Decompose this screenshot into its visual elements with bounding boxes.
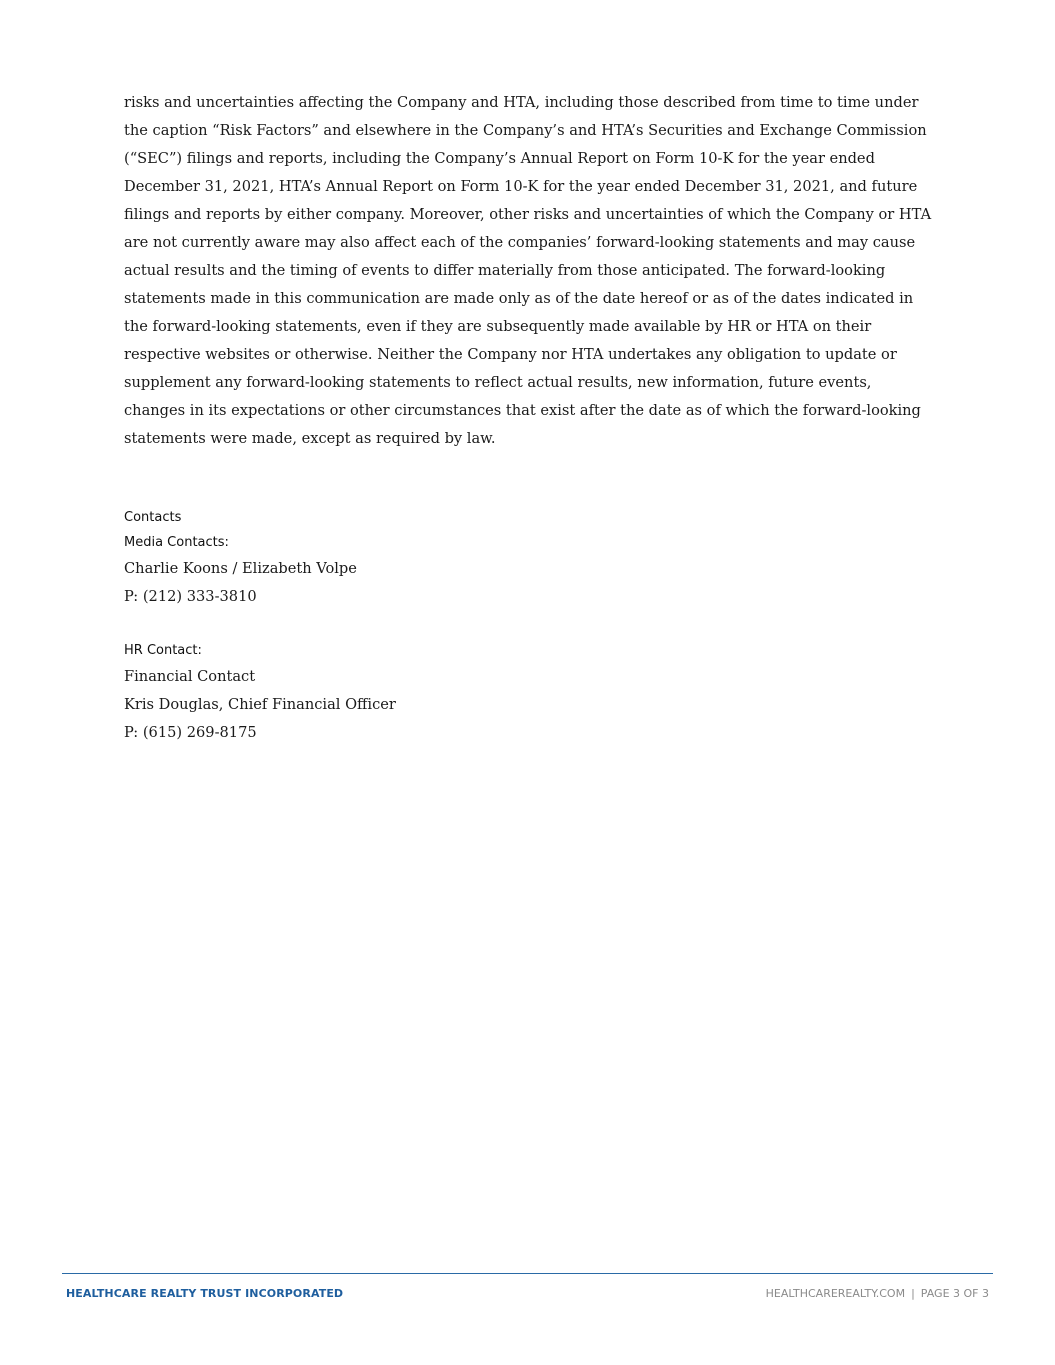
media-contact-phone: P: (212) 333-3810 [124, 588, 257, 605]
contacts-heading: Contacts [124, 510, 182, 525]
hr-contact-name: Kris Douglas, Chief Financial Officer [124, 696, 396, 713]
spacer [124, 611, 724, 638]
forward-looking-statements-paragraph: risks and uncertainties affecting the Company and HTA, including those described from time to time under the caption “Risk Factors” and elsewhere in the Company’s and HTA’s Securities and Exchange Commission (“SEC”) filings and reports, including the Company’s Annual Report on Form 10-K for the year ended December 31, 2021, HTA’s Annual Report on Form 10-K for the year ended December 31, 2021, and future filings and reports by either company. Moreover, other risks and uncertainties of which the Company or HTA are not currently aware may also affect each of the companies’ forward-looking statements and may cause actual results and the timing of events to differ materially from those anticipated. The forward-looking statements made in this communication are made only as of the date hereof or as of the dates indicated in the forward-looking statements, even if they are subsequently made available by HR or HTA on their respective websites or otherwise. Neither the Company nor HTA undertakes any obligation to update or supplement any forward-looking statements to reflect actual results, new information, future events, changes in its expectations or other circumstances that exist after the date as of which the forward-looking statements were made, except as required by law. [124, 94, 932, 447]
hr-contact-phone: P: (615) 269-8175 [124, 724, 257, 741]
contacts-section [124, 505, 724, 747]
hr-contact-label: HR Contact: [124, 643, 202, 658]
media-contacts-label: Media Contacts: [124, 535, 229, 550]
hr-contact-title: Financial Contact [124, 668, 256, 685]
footer-company-name: HEALTHCARE REALTY TRUST INCORPORATED [66, 1287, 344, 1300]
media-contact-names: Charlie Koons / Elizabeth Volpe [124, 560, 357, 577]
footer-website-link[interactable]: HEALTHCAREREALTY.COM [765, 1287, 906, 1300]
footer-divider [62, 1273, 993, 1274]
footer-separator: | [911, 1287, 915, 1300]
footer-page-number: PAGE 3 OF 3 [920, 1287, 989, 1300]
footer-right [766, 1287, 989, 1300]
